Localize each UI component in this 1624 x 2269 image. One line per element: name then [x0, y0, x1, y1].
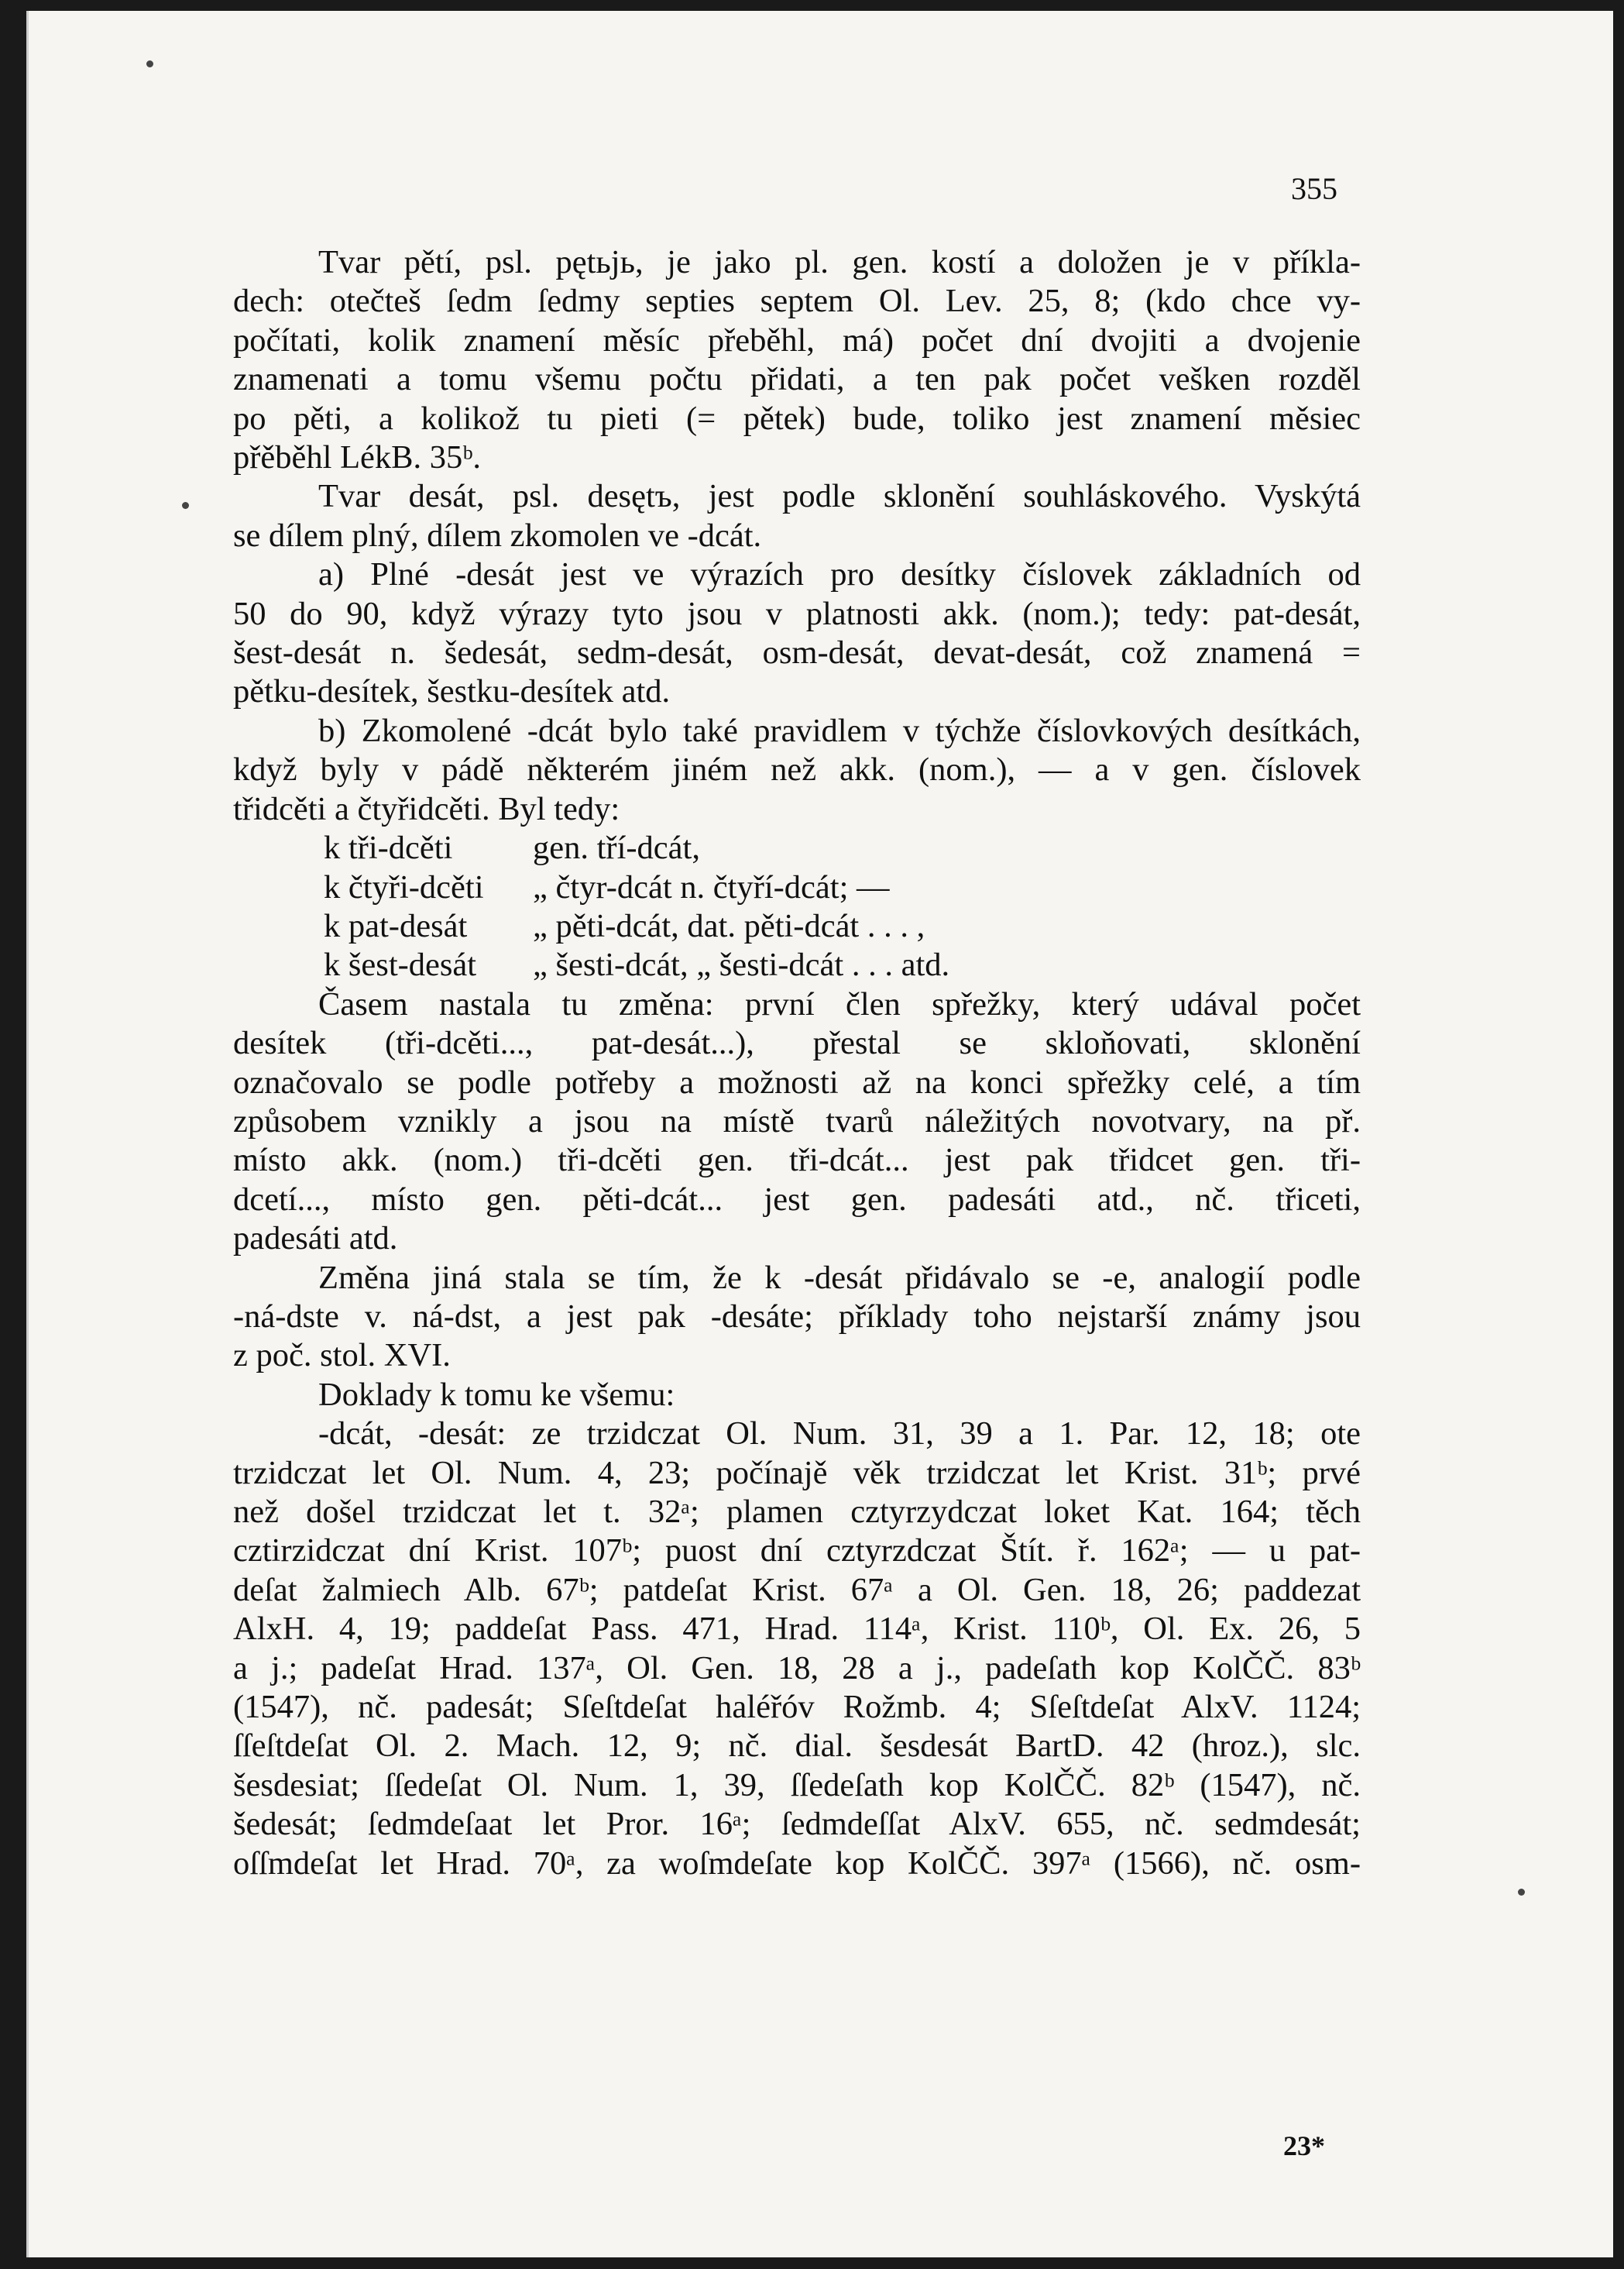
text-line: a) Plné -desát jest ve výrazích pro desítky číslovek základních od — [318, 556, 1361, 593]
text-line: AlxH. 4, 19; paddeſat Pass. 471, Hrad. 114ᵃ, Krist. 110ᵇ, Ol. Ex. 26, 5 — [233, 1611, 1361, 1648]
paragraph-tvar-desat — [233, 477, 1361, 555]
example-left: k čtyři-dcěti — [324, 868, 484, 906]
text-line: přěběhl LékB. 35ᵇ. — [233, 439, 482, 476]
body-text — [233, 243, 1361, 1883]
text-line: Změna jiná stala se tím, že k -desát přidávalo se -e, analogií podle — [318, 1259, 1361, 1296]
example-right: „ pěti-dcát, dat. pěti-dcát . . . , — [533, 907, 925, 944]
text-line: Tvar pětí, psl. pętьjь, je jako pl. gen. kostí a doložen je v příkla- — [318, 244, 1361, 280]
example-row — [233, 868, 1361, 907]
text-line: cztirzidczat dní Krist. 107ᵇ; puost dní cztyrzdczat Štít. ř. 162ᵃ; — u pat- — [233, 1532, 1361, 1569]
book-page — [26, 11, 1613, 2257]
text-line: šesdesiat; ſſedeſat Ol. Num. 1, 39, ſſedeſath kop KolČČ. 82ᵇ (1547), nč. — [233, 1766, 1361, 1803]
text-line: po pěti, a kolikož tu pieti (= pětek) bude, toliko jest znamení měsiec — [233, 400, 1361, 437]
text-line: z poč. stol. XVI. — [233, 1337, 451, 1374]
text-line: znamenati a tomu všemu počtu přidati, a ten pak počet vešken rozděl — [233, 361, 1361, 398]
speck — [1518, 1889, 1525, 1896]
text-line: -ná-dste v. ná-dst, a jest pak -desáte; příklady toho nejstarší známy jsou — [233, 1298, 1361, 1335]
text-line: desítek (tři-dcěti..., pat-desát...), přestal se skloňovati, sklonění — [233, 1025, 1361, 1062]
paragraph-examples — [233, 1415, 1361, 1883]
text-line: a j.; padeſat Hrad. 137ᵃ, Ol. Gen. 18, 28 a j., padeſath kop KolČČ. 83ᵇ — [233, 1649, 1361, 1686]
text-line: třidcěti a čtyřidcěti. Byl tedy: — [233, 790, 620, 827]
text-line: ſſeſtdeſat Ol. 2. Mach. 12, 9; nč. dial. šesdesát BartD. 42 (hroz.), slc. — [233, 1728, 1361, 1765]
text-line: Tvar desát, psl. desętъ, jest podle sklonění souhláskového. Vyskýtá — [318, 478, 1361, 515]
text-line: šedesát; ſedmdeſaat let Pror. 16ᵃ; ſedmdeſſat AlxV. 655, nč. sedmdesát; — [233, 1806, 1361, 1843]
text-line: b) Zkomolené -dcát bylo také pravidlem v týchže číslovkových desítkách, — [318, 712, 1361, 749]
text-line: než došel trzidczat let t. 32ᵃ; plamen cztyrzydczat loket Kat. 164; těch — [233, 1494, 1361, 1530]
text-line: počítati, kolik znamení měsíc přeběhl, má) počet dní dvojiti a dvojenie — [233, 321, 1361, 359]
text-line: způsobem vznikly a jsou na místě tvarů náležitých novotvary, na př. — [233, 1102, 1361, 1140]
text-line: deſat žalmiech Alb. 67ᵇ; patdeſat Krist. 67ᵃ a Ol. Gen. 18, 26; paddezat — [233, 1571, 1361, 1608]
text-line: 50 do 90, když výrazy tyto jsou v platnosti akk. (nom.); tedy: pat-desát, — [233, 595, 1361, 632]
text-line: -dcát, -desát: ze trzidczat Ol. Num. 31, 39 a 1. Par. 12, 18; ote — [318, 1415, 1361, 1453]
paragraph-casem — [233, 985, 1361, 1259]
example-left: k tři-dcěti — [324, 830, 453, 867]
page-number: 355 — [1291, 171, 1337, 206]
speck — [146, 60, 153, 67]
example-right: gen. tří-dcát, — [533, 830, 700, 867]
example-right: „ šesti-dcát, „ šesti-dcát . . . atd. — [533, 947, 950, 984]
text-line: se dílem plný, dílem zkomolen ve -dcát. — [233, 517, 762, 554]
text-line: oſſmdeſat let Hrad. 70ᵃ, za woſmdeſate kop KolČČ. 397ᵃ (1566), nč. osm- — [233, 1844, 1361, 1882]
text-line: trzidczat let Ol. Num. 4, 23; počínajě věk trzidczat let Krist. 31ᵇ; prvé — [233, 1454, 1361, 1491]
text-line: pětku-desítek, šestku-desítek atd. — [233, 673, 671, 710]
example-right: „ čtyr-dcát n. čtyří-dcát; — — [533, 868, 890, 906]
text-line: označovalo se podle potřeby a možnosti až na konci spřežky celé, a tím — [233, 1064, 1361, 1101]
text-line: Časem nastala tu změna: první člen spřežky, který udával počet — [318, 985, 1361, 1023]
text-line: místo akk. (nom.) tři-dcěti gen. tři-dcát... jest pak třidcet gen. tři- — [233, 1142, 1361, 1179]
text-line: šest-desát n. šedesát, sedm-desát, osm-desát, devat-desát, což znamená = — [233, 634, 1361, 672]
text-line: Doklady k tomu ke všemu: — [318, 1376, 675, 1413]
example-row — [233, 946, 1361, 985]
text-line: když byly v pádě některém jiném než akk. (nom.), — a v gen. číslovek — [233, 751, 1361, 789]
text-line: dech: otečteš ſedm ſedmy septies septem Ol. Lev. 25, 8; (kdo chce vy- — [233, 283, 1361, 320]
speck — [182, 502, 189, 509]
example-row — [233, 829, 1361, 868]
text-line: dcetí..., místo gen. pěti-dcát... jest gen. padesáti atd., nč. třiceti, — [233, 1181, 1361, 1218]
paragraph-zmena — [233, 1259, 1361, 1376]
example-left: k pat-desát — [324, 907, 468, 944]
text-line: (1547), nč. padesát; Sſeſtdeſat haléřóv Rožmb. 4; Sſeſtdeſat AlxV. 1124; — [233, 1689, 1361, 1726]
example-table — [233, 829, 1361, 985]
paragraph-b-zkomolene — [233, 712, 1361, 829]
example-left: k šest-desát — [324, 947, 477, 984]
paragraph-tvar-peti — [233, 243, 1361, 477]
example-row — [233, 907, 1361, 946]
text-line: padesáti atd. — [233, 1220, 398, 1257]
signature-mark: 23* — [1283, 2130, 1325, 2161]
paragraph-a-plne — [233, 555, 1361, 712]
paragraph-doklady — [233, 1376, 1361, 1415]
